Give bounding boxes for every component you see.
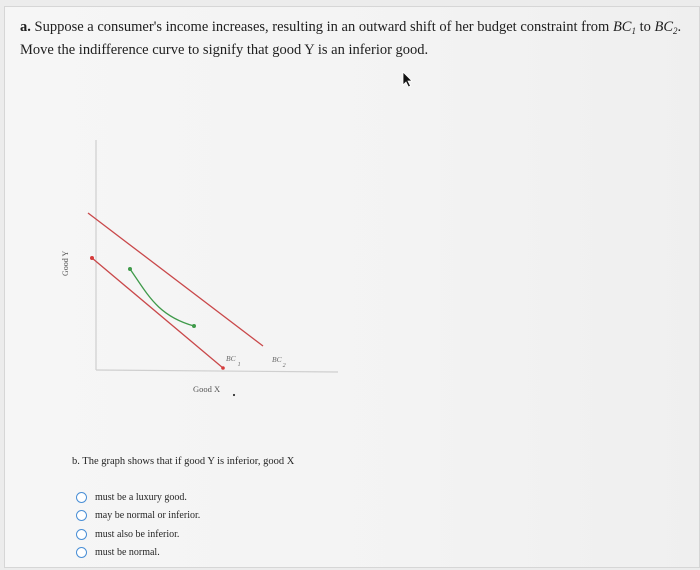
radio-button[interactable] (76, 547, 87, 558)
answer-options (76, 488, 200, 562)
budget-line-bc1[interactable] (92, 258, 223, 368)
question-b-prompt: b. The graph shows that if good Y is inferior, good X (72, 456, 295, 467)
bc2-symbol: $BC_2$ (654, 19, 678, 36)
answer-option-label: must also be inferior. (95, 528, 180, 540)
bc1-label: $BC_1$ (226, 354, 241, 368)
indifference-curve-start-handle[interactable] (128, 267, 132, 271)
answer-option-1[interactable] (76, 488, 200, 507)
answer-option-2[interactable] (76, 507, 200, 526)
question-a-text-part2: to (639, 19, 651, 35)
budget-line-bc2[interactable] (88, 213, 263, 346)
x-axis-label: Good X (193, 384, 221, 394)
question-a-text-part3: . Move the indifference curve to signify that good Y is an inferior good. (20, 19, 682, 58)
bc1-endpoint[interactable] (221, 366, 225, 370)
answer-option-3[interactable] (76, 525, 200, 544)
answer-option-label: may be normal or inferior. (95, 510, 201, 522)
cursor-dot (233, 394, 235, 396)
bc1-symbol: $BC_1$ (612, 19, 636, 36)
answer-option-label: must be normal. (95, 547, 160, 559)
x-axis (96, 370, 338, 372)
bc1-handle[interactable] (90, 256, 94, 260)
radio-button[interactable] (76, 492, 87, 503)
answer-option-4[interactable] (76, 544, 200, 563)
answer-option-label: must be a luxury good. (95, 491, 187, 503)
indifference-curve-end-handle[interactable] (192, 324, 196, 328)
question-a-text-part1: Suppose a consumer's income increases, resulting in an outward shift of her budget constraint from (34, 19, 610, 35)
y-axis-label: Good Y (61, 250, 70, 276)
question-a-label: a. (20, 19, 31, 35)
radio-button[interactable] (76, 529, 87, 540)
bc2-label: $BC_2$ (272, 355, 286, 369)
radio-button[interactable] (76, 510, 87, 521)
